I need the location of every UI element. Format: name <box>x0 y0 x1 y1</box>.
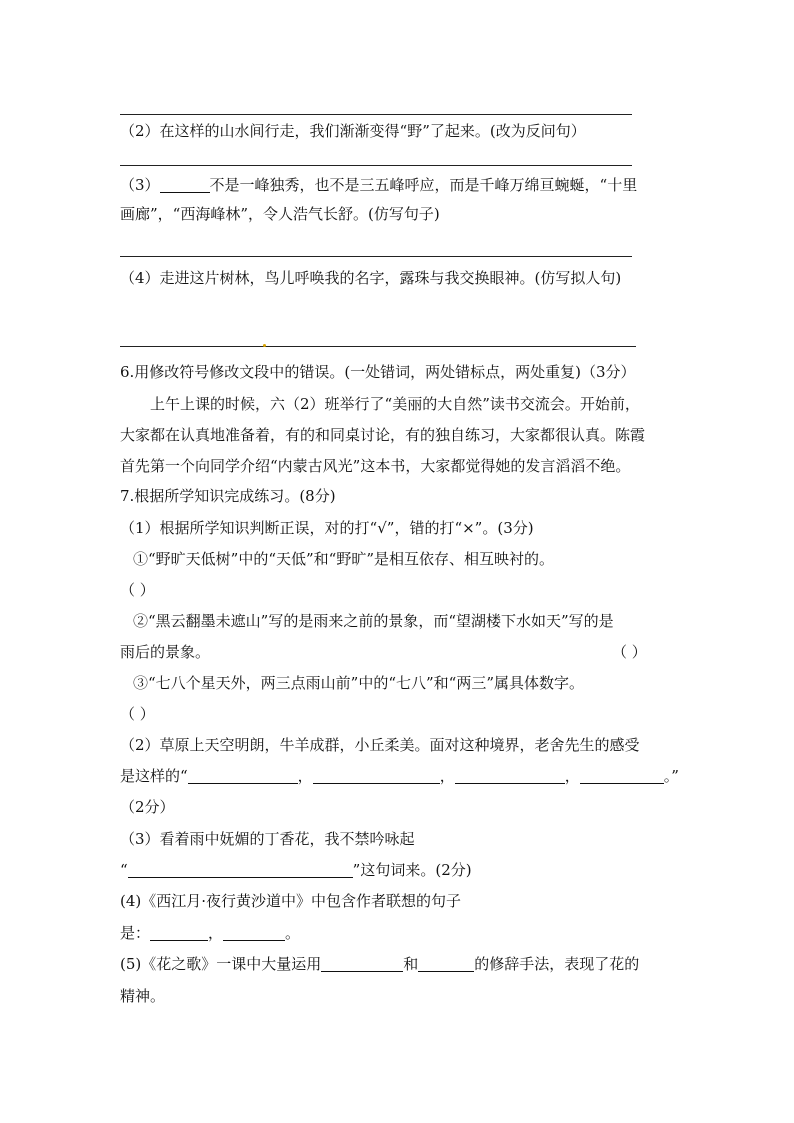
q7-sub-1-item-c: ③“七八个星天外，两三点雨山前”中的“七八”和“两三”属具体数字。 <box>133 674 585 692</box>
q7-sub-1-title: （1）根据所学知识判断正误，对的打“√”，错的打“×”。(3分) <box>120 519 534 537</box>
answer-line-3 <box>120 256 632 257</box>
q7-sub-2-line-1: （2）草原上天空明朗，牛羊成群，小丘柔美。面对这种境界，老舍先生的感受 <box>120 736 640 754</box>
q7-sub-2-score: （2分） <box>120 798 175 816</box>
judgement-paren-a[interactable]: （ ） <box>120 581 155 599</box>
q7-sub-5-line-2: 精神。 <box>120 987 166 1005</box>
answer-line-2 <box>120 165 632 166</box>
q7-title: 7.根据所学知识完成练习。(8分) <box>120 487 336 505</box>
q6-title: 6.用修改符号修改文段中的错误。(一处错词，两处错标点，两处重复)（3分） <box>120 363 636 381</box>
fill-blank[interactable] <box>418 955 474 972</box>
q7-sub-3-line-1: （3）看着雨中妩媚的丁香花，我不禁吟咏起 <box>120 830 415 848</box>
q7-sub-5-and: 和 <box>403 955 419 973</box>
q7-sub-5-line-1 <box>120 954 639 974</box>
q6-paragraph-line-1: 上午上课的时候，六（2）班举行了“美丽的大自然”读书交流会。开始前， <box>150 395 640 413</box>
judgement-paren-c[interactable]: （ ） <box>120 705 155 723</box>
open-quote: “ <box>120 861 128 879</box>
fill-blank[interactable] <box>188 767 298 784</box>
fill-blank[interactable] <box>160 176 210 193</box>
fill-blank[interactable] <box>455 767 565 784</box>
ink-dot <box>263 344 266 347</box>
q5-item-3-line-2: 画廊”，“西海峰林”，令人浩气长舒。(仿写句子) <box>120 205 440 223</box>
q7-sub-1-item-b-line-2: 雨后的景象。 <box>120 643 211 661</box>
fill-blank[interactable] <box>313 767 440 784</box>
comma: ， <box>297 767 313 785</box>
q7-sub-4-line-2 <box>120 923 300 943</box>
q7-sub-2-end: 。” <box>663 767 679 785</box>
q7-sub-1-item-b: ②“黑云翻墨未遮山”写的是雨来之前的景象，而“望湖楼下水如天”写的是 <box>133 612 614 630</box>
answer-line-1 <box>120 114 632 115</box>
fill-blank[interactable] <box>128 861 353 878</box>
q7-sub-4-end: 。 <box>285 924 301 942</box>
fill-blank[interactable] <box>150 924 208 941</box>
q5-item-3 <box>120 175 637 195</box>
q7-sub-3-line-2 <box>120 860 472 880</box>
fill-blank[interactable] <box>223 924 285 941</box>
q5-item-3-prefix: （3） <box>120 176 160 194</box>
q7-sub-2-prefix: 是这样的“ <box>120 767 188 785</box>
comma: ， <box>208 924 224 942</box>
fill-blank[interactable] <box>580 767 664 784</box>
q7-sub-1-item-a: ①“野旷天低树”中的“天低”和“野旷”是相互依存、相互映衬的。 <box>133 550 555 568</box>
q6-paragraph-line-3: 首先第一个向同学介绍“内蒙古风光”这本书，大家都觉得她的发言滔滔不绝。 <box>120 457 631 475</box>
answer-line-4 <box>120 346 636 347</box>
fill-blank[interactable] <box>321 955 403 972</box>
q6-paragraph-line-2: 大家都在认真地准备着，有的和同桌讨论，有的独自练习，大家都很认真。陈霞 <box>120 426 646 444</box>
q7-sub-3-end: ”这句词来。(2分) <box>352 861 472 879</box>
comma: ， <box>564 767 580 785</box>
q7-sub-5-rest: 的修辞手法，表现了花的 <box>474 955 640 973</box>
comma: ， <box>439 767 455 785</box>
q7-sub-5-prefix: (5)《花之歌》一课中大量运用 <box>120 955 322 973</box>
q7-sub-4-line-1: (4)《西江月·夜行黄沙道中》中包含作者联想的句子 <box>120 892 462 910</box>
q5-item-4: （4）走进这片树林，鸟儿呼唤我的名字，露珠与我交换眼神。(仿写拟人句) <box>120 269 622 287</box>
q7-sub-4-prefix: 是： <box>120 924 151 942</box>
judgement-paren-b[interactable]: （ ） <box>612 643 647 661</box>
q7-sub-2-line-2 <box>120 766 679 786</box>
q5-item-3-text: 不是一峰独秀，也不是三五峰呼应，而是千峰万绵亘蜿蜒，“十里 <box>209 176 638 194</box>
q5-item-2: （2）在这样的山水间行走，我们渐渐变得“野”了起来。(改为反问句） <box>120 122 586 140</box>
